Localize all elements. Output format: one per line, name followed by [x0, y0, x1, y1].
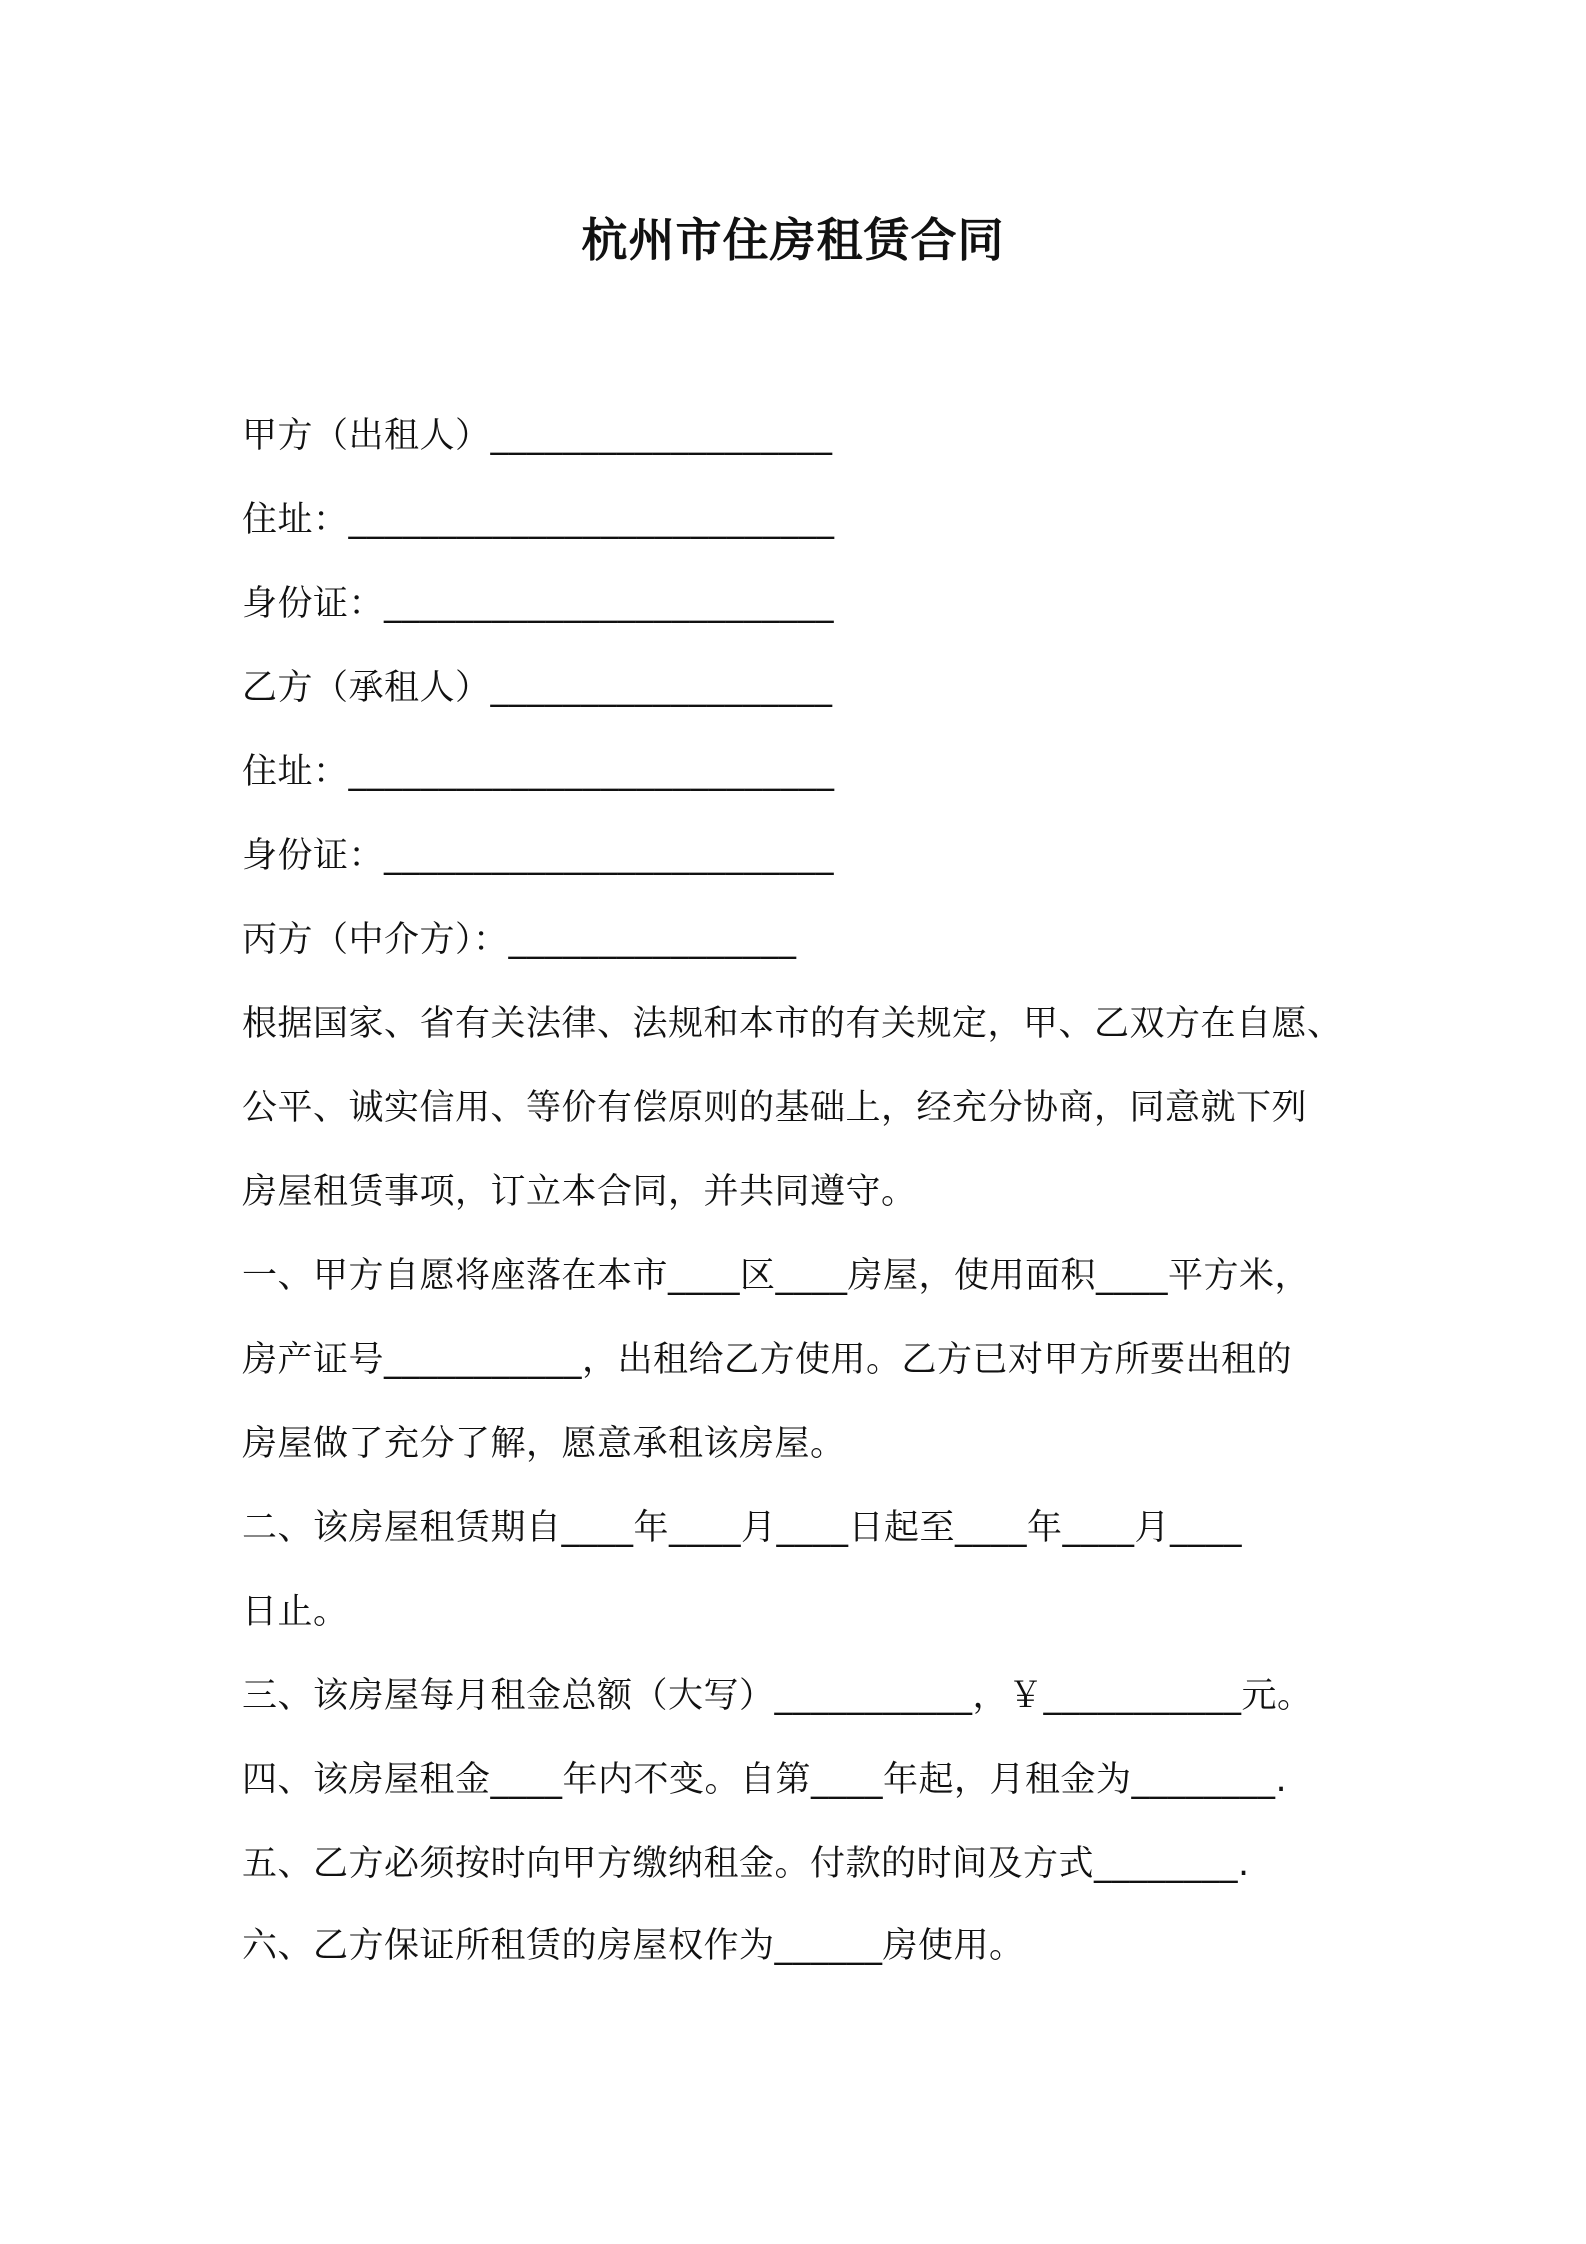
preamble-line-3: 房屋租赁事项，订立本合同，并共同遵守。 [242, 1172, 917, 1212]
party-a-id-line: 身份证：_________________________ [242, 584, 835, 624]
party-b-id-line: 身份证：_________________________ [242, 836, 835, 876]
clause-6-line: 六、乙方保证所租赁的房屋权作为______房使用。 [242, 1926, 1025, 1966]
party-b-address-line: 住址：___________________________ [242, 752, 835, 792]
clause-2-line-1: 二、该房屋租赁期自____年____月____日起至____年____月____ [242, 1508, 1243, 1548]
clause-1-line-3: 房屋做了充分了解，愿意承租该房屋。 [242, 1424, 846, 1464]
clause-1-line-2: 房产证号___________，出租给乙方使用。乙方已对甲方所要出租的 [242, 1340, 1293, 1380]
preamble-line-2: 公平、诚实信用、等价有偿原则的基础上，经充分协商，同意就下列 [242, 1088, 1308, 1128]
party-a-name-line: 甲方（出租人）___________________ [242, 416, 833, 456]
party-a-address-line: 住址：___________________________ [242, 500, 835, 540]
clause-1-line-1: 一、甲方自愿将座落在本市____区____房屋，使用面积____平方米， [242, 1256, 1311, 1296]
clause-5-line: 五、乙方必须按时向甲方缴纳租金。付款的时间及方式________. [242, 1844, 1250, 1884]
clause-4-line: 四、该房屋租金____年内不变。自第____年起，月租金为________. [242, 1760, 1288, 1800]
clause-3-line: 三、该房屋每月租金总额（大写）___________，￥___________元。 [242, 1676, 1313, 1716]
party-b-name-line: 乙方（承租人）___________________ [242, 668, 833, 708]
document-title: 杭州市住房租赁合同 [581, 213, 1005, 267]
preamble-line-1: 根据国家、省有关法律、法规和本市的有关规定，甲、乙双方在自愿、 [242, 1004, 1343, 1044]
party-c-agent-line: 丙方（中介方）：________________ [242, 920, 797, 960]
clause-2-line-2: 日止。 [242, 1592, 349, 1632]
